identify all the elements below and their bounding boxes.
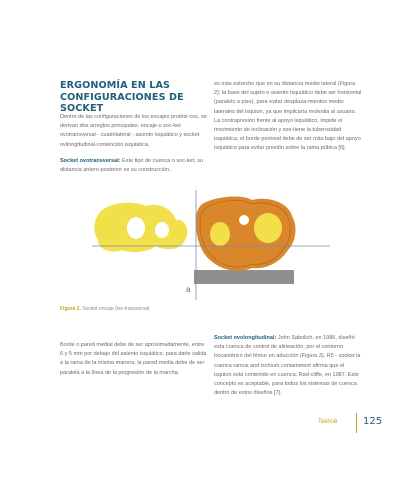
panel-letter: a <box>186 285 191 294</box>
ovolongitudinal-text: John Sabolich, en 1986, diseñó esta cuenca de control de alineación, por el contorno trocantérico del fémur en aducción (Figura 3). R5 - socket la cuenca ramus and ischium containment afirma que el isquion está contenido en cuenca. Rad-cliffe, en 1987. Este concepto es aceptable, para todos los sistemas de cuenca dentro de estos diseños [7]. <box>214 335 361 397</box>
ovotransversal-text: Este tipo de cuenca o soc-ket, su distancia antero-posterior es su construcción, <box>60 158 204 174</box>
figure-2 <box>92 190 330 300</box>
femur-section-right <box>254 213 282 243</box>
ovotransversal-heading: Socket ovotransversal: <box>60 158 121 164</box>
ovolongitudinal-paragraph <box>214 334 362 398</box>
footer-divider <box>356 413 357 433</box>
figure-caption <box>60 306 149 312</box>
figure-label: Figura 2. <box>60 306 81 312</box>
gray-base-band <box>194 270 294 284</box>
ovotransversal-paragraph <box>60 157 208 175</box>
intro-paragraph: Dentro de las configuraciones de los encajes protési-cos, se derivan dos arreglos principales: encaje o soc-ket ovotransversal - cuadrilateral - asiento isquiático y socket ovilongitudinal-contención isquiática. <box>60 114 207 148</box>
medial-wall-paragraph: Borde o pared medial debe de ser aproximadamente, entre 6 y 5 mm por debajo del asiento isquiático, para darle salida a la rama de la misma manera, la pared media debe de ser paralela a la línea de la progresión de la marcha. <box>60 342 207 376</box>
ovolongitudinal-heading: Socket ovolongitudinal: <box>214 335 277 341</box>
figure-caption-text: Socket encaje 0vo-transversal <box>80 306 150 312</box>
socket-hole-small <box>155 222 169 238</box>
femur-section-left <box>210 222 230 246</box>
small-hole <box>239 215 249 225</box>
article-title: ERGONOMÍA EN LAS CONFIGURACIONES DE SOCKET <box>60 80 184 114</box>
socket-cross-section-illustration <box>92 190 330 300</box>
footer-section-name: Tekhnê <box>318 419 338 425</box>
column2-paragraph: es más estrecho que en su distancia medio lateral (Figura 2); la base del sujeto o asiento isquiático debe ser horizontal (paralelo a piso), para evitar desplaza-mientos medio laterales del isquion, ya que implicaría molestia al usuario. La contrapresión frente al apoyo isquiático, impide el movimiento de inclinación y sos-tiene la tuberosidad isquiática, el borde perineal debe de ser más bajo del apoyo isquiático para evitar presión sobre la rama púbica [6]. <box>214 81 362 152</box>
page-number: 125 <box>363 416 383 427</box>
socket-hole-large <box>127 217 145 239</box>
